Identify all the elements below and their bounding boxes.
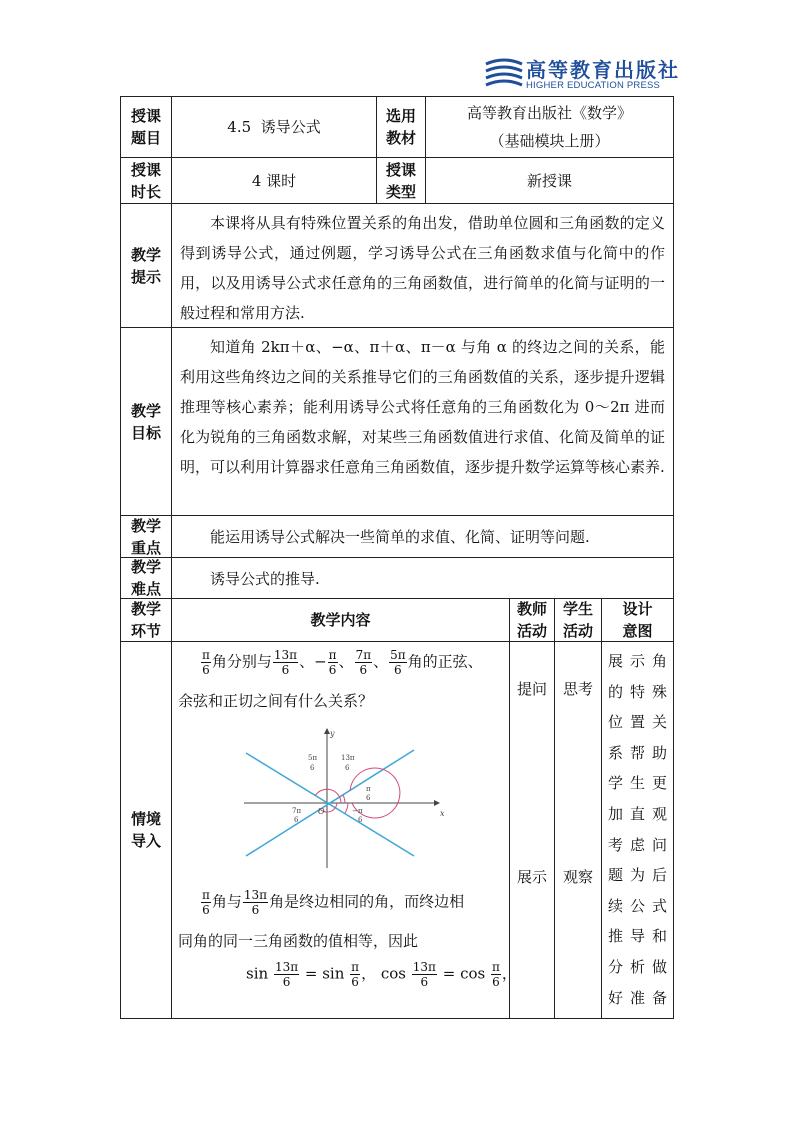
- textbook-line1: 高等教育出版社《数学》: [466, 104, 632, 122]
- intro-label: 情境导入: [130, 810, 161, 850]
- textbook-line2: （基础模块上册）: [489, 132, 610, 150]
- topic-label-cell: [120, 96, 172, 158]
- label-pi: π: [366, 785, 371, 793]
- fraction-7pi-6: $\frac{7\pi}{6}$: [355, 648, 372, 677]
- label-neg-pi: −: [352, 807, 358, 815]
- teacher-activity-2: 展示: [516, 868, 547, 886]
- duration-label-cell: [120, 157, 172, 204]
- arc-neg-pi-6: [345, 803, 348, 813]
- design-header: 设计意图: [622, 600, 653, 640]
- goal-label-cell: [120, 327, 172, 516]
- fraction-5pi-6: $\frac{5\pi}{6}$: [390, 648, 406, 677]
- fraction-pi-6: $\frac{\pi}{6}$: [202, 648, 210, 677]
- diff-label: 教学难点: [130, 558, 161, 598]
- eq-pi-6-sin: $\frac{\pi}{6}$: [351, 960, 360, 989]
- eq-pi-6-cos: $\frac{\pi}{6}$: [492, 960, 500, 989]
- intro-label-cell: [120, 641, 172, 1019]
- teacher-header: 教师活动: [516, 600, 547, 640]
- textbook-value-cell: [425, 96, 674, 158]
- key-text: 能运用诱导公式解决一些简单的求值、化简、证明等问题.: [210, 528, 590, 546]
- intro-teacher-cell: [509, 641, 555, 1019]
- label-pi-den: 6: [366, 794, 371, 802]
- student-header: 学生活动: [562, 600, 593, 640]
- content-header-cell: [171, 598, 510, 642]
- goal-text-cell: [171, 327, 674, 516]
- topic-value-cell: [171, 96, 377, 158]
- student-activity-1: 思考: [562, 680, 593, 698]
- label-13pi: 13π: [341, 754, 355, 762]
- label-neg-pi-den: 6: [358, 816, 363, 824]
- label-neg-pi-num: π: [358, 807, 363, 815]
- student-activity-2: 观察: [562, 868, 593, 886]
- x-axis-arrow: [434, 800, 440, 806]
- label-13pi-den: 6: [345, 764, 350, 772]
- diff-text-cell: [171, 557, 674, 599]
- topic-value: 4.5 诱导公式: [227, 118, 321, 136]
- diff-text: 诱导公式的推导.: [210, 569, 320, 588]
- design-header-cell: [601, 598, 674, 642]
- duration-value-cell: [171, 157, 377, 204]
- label-7pi-den: 6: [294, 816, 299, 824]
- duration-label: 授课时长: [130, 160, 161, 201]
- diff-label-cell: [120, 557, 172, 599]
- goal-text: 知道角 2kπ＋α、−α、π＋α、π－α 与角 α 的终边之间的关系，能利用这些角终边之间的关系推导它们的三角函数值的关系，逐步提升逻辑推理等核心素养；能利用诱导公式将任意角的三角函数化为 0～2π 进而化为锐角的三角函数求解，对某些三角函数值进行求值、化简及简单的证明，可以利用计算器求任意角三角函数值，逐步提升数学运算等核心素养.: [180, 338, 665, 476]
- publisher-name-cn: 高等教育出版社: [526, 58, 680, 82]
- fraction-pi-6-b: $\frac{\pi}{6}$: [202, 888, 210, 917]
- goal-label: 教学目标: [130, 401, 161, 442]
- textbook-label-cell: [376, 96, 426, 158]
- key-label: 教学重点: [130, 516, 161, 557]
- label-7pi: 7π: [292, 807, 302, 815]
- hint-label-cell: [120, 203, 172, 328]
- stage-header: 教学环节: [130, 600, 161, 640]
- arc-pi-6: [343, 795, 345, 803]
- publisher-logo: [484, 54, 680, 94]
- explain-line2: 同角的同一三角函数的值相等，因此: [178, 932, 419, 950]
- equation-line: sin $\frac{13\pi}{6}$ = sin $\frac{\pi}{6}$ ， cos $\frac{13\pi}{6}$ = cos $\frac{\pi}{6}$ ，: [246, 960, 517, 989]
- type-label-cell: [376, 157, 426, 204]
- type-value: 新授课: [526, 171, 572, 190]
- eq-13pi-6-cos: $\frac{13\pi}{6}$: [412, 960, 436, 989]
- question-line1: $\frac{\pi}{6}$ 角分别与 $\frac{13\pi}{6}$ 、− $\frac{\pi}{6}$ 、 $\frac{7\pi}{6}$ 、 $\frac{5\pi}{6}$ 角的正弦、: [202, 648, 483, 677]
- explain-line1: $\frac{\pi}{6}$ 角与 $\frac{13\pi}{6}$ 角是终边相同的角，而终边相: [202, 888, 465, 917]
- teacher-header-cell: [509, 598, 555, 642]
- question-line2: 余弦和正切之间有什么关系？: [178, 692, 374, 710]
- stage-header-cell: [120, 598, 172, 642]
- content-header: 教学内容: [310, 611, 371, 629]
- x-axis-label: x: [440, 809, 445, 818]
- fraction-pi-6-neg: $\frac{\pi}{6}$: [328, 648, 337, 677]
- key-text-cell: [171, 515, 674, 558]
- publisher-logo-icon: [484, 58, 524, 88]
- intro-student-cell: [554, 641, 602, 1019]
- intro-content-cell: [171, 641, 517, 1019]
- hint-text-cell: [171, 203, 674, 328]
- origin-label: O: [318, 807, 325, 816]
- duration-value: 4 课时: [251, 171, 297, 190]
- topic-label: 授课题目: [130, 107, 161, 147]
- textbook-label: 选用教材: [385, 107, 416, 147]
- intro-design-cell: [601, 641, 674, 1019]
- arc-5pi-6: [315, 789, 341, 803]
- hint-text: 本课将从具有特殊位置关系的角出发，借助单位圆和三角函数的定义得到诱导公式，通过例题，学习诱导公式在三角函数求值与化简中的作用，以及用诱导公式求任意角的三角函数值，进行简单的化简与证明的一般过程和常用方法.: [180, 214, 665, 322]
- key-label-cell: [120, 515, 172, 558]
- label-5pi: 5π: [308, 754, 318, 762]
- student-header-cell: [554, 598, 602, 642]
- teacher-activity-1: 提问: [516, 680, 547, 698]
- unit-circle-diagram: [244, 728, 444, 868]
- type-label: 授课类型: [385, 160, 416, 201]
- type-value-cell: [425, 157, 674, 204]
- publisher-name-en: HIGHER EDUCATION PRESS: [526, 80, 661, 91]
- y-axis-label: y: [330, 729, 335, 738]
- design-intent-text: 展示角的特殊位置关系帮助学生更加直观考虑问题为后续公式推导和分析做好准备: [608, 652, 667, 1007]
- fraction-13pi-6: $\frac{13\pi}{6}$: [273, 648, 298, 677]
- fraction-13pi-6-b: $\frac{13\pi}{6}$: [243, 888, 268, 917]
- eq-13pi-6-sin: $\frac{13\pi}{6}$: [274, 960, 299, 989]
- hint-label: 教学提示: [130, 245, 161, 286]
- label-5pi-den: 6: [310, 764, 315, 772]
